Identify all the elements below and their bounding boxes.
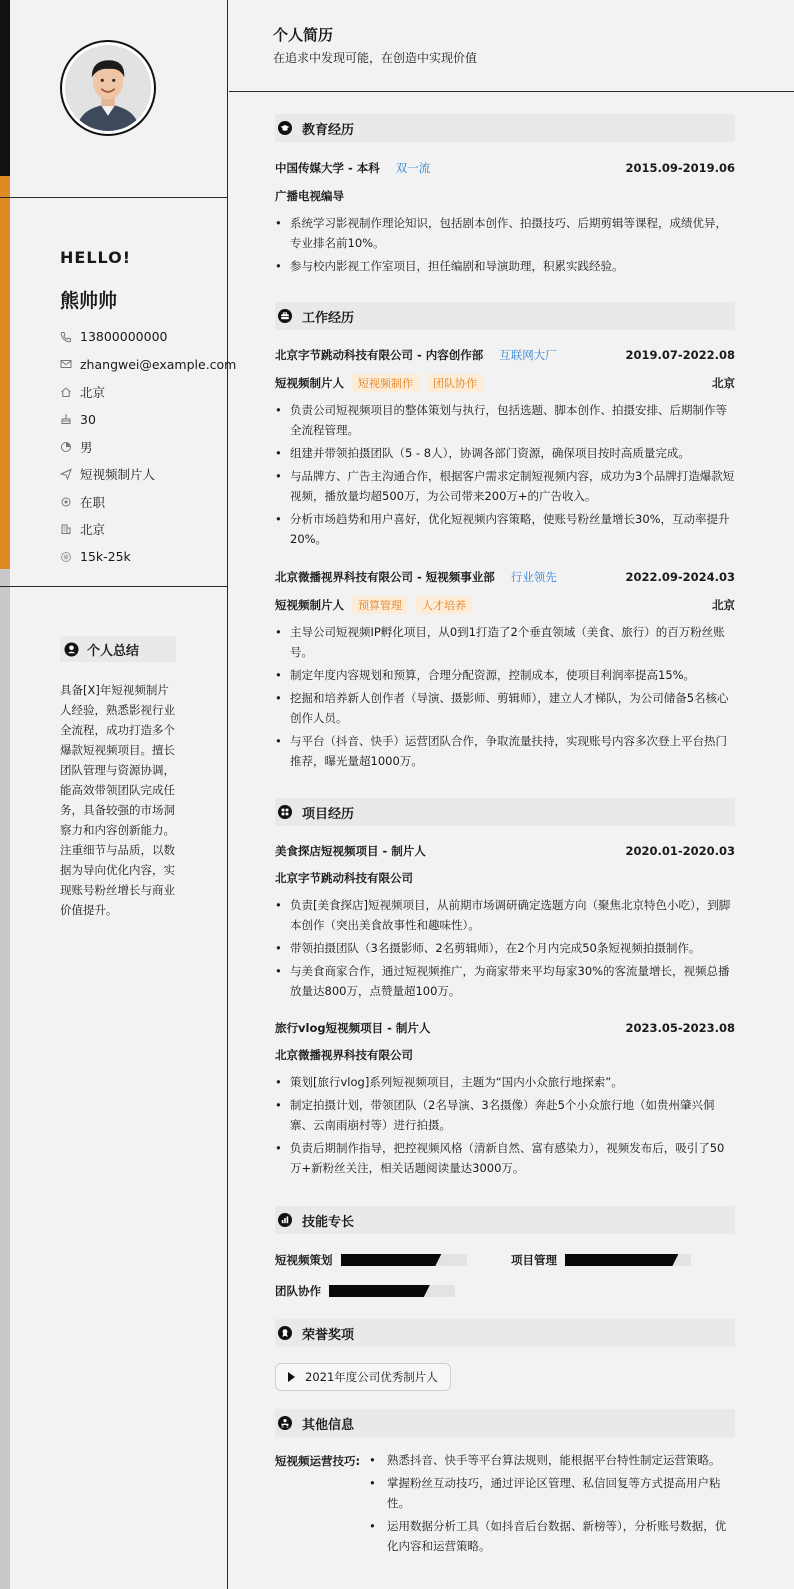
other-bullets bbox=[369, 1450, 735, 1559]
company-name: 北京微播视界科技有限公司 - 短视频事业部 bbox=[275, 570, 495, 584]
skill-name: 项目管理 bbox=[511, 1253, 557, 1267]
major: 广播电视编导 bbox=[275, 189, 344, 203]
accent-strip bbox=[0, 569, 10, 1589]
award-text: 2021年度公司优秀制片人 bbox=[305, 1370, 438, 1384]
skill-name: 短视频策划 bbox=[275, 1253, 333, 1267]
award-icon bbox=[278, 1326, 292, 1340]
education-period: 2015.09-2019.06 bbox=[625, 161, 735, 175]
skill-item bbox=[511, 1252, 691, 1268]
honors-title: 荣誉奖项 bbox=[302, 1327, 355, 1343]
school-tag: 双一流 bbox=[395, 161, 431, 175]
sidebar bbox=[0, 0, 237, 1589]
award-item bbox=[275, 1363, 451, 1391]
contact-list bbox=[60, 323, 236, 571]
page-header bbox=[229, 0, 794, 92]
info-salary bbox=[60, 543, 236, 571]
home-icon bbox=[60, 386, 72, 398]
skill-bar bbox=[341, 1254, 467, 1266]
building-icon bbox=[60, 523, 72, 535]
mail-icon bbox=[60, 358, 72, 370]
info-email bbox=[60, 351, 236, 379]
job-bullets bbox=[275, 622, 735, 774]
project-bullets bbox=[275, 1072, 735, 1181]
person-name: 熊帅帅 bbox=[60, 290, 118, 312]
accent-strip bbox=[0, 0, 10, 176]
email-text: zhangwei@example.com bbox=[80, 356, 237, 372]
job-row bbox=[275, 347, 735, 363]
project-company-row bbox=[275, 1047, 735, 1063]
list-item: • 分析市场趋势和用户喜好，优化短视频内容策略，使账号粉丝量增长30%，互动率提升20%。 bbox=[275, 509, 735, 549]
role-row bbox=[275, 374, 735, 392]
skill-tag: 人才培养 bbox=[416, 596, 472, 614]
project-name: 美食探店短视频项目 - 制片人 bbox=[275, 844, 426, 858]
skill-tag: 预算管理 bbox=[352, 596, 408, 614]
list-item: • 挖掘和培养新人创作者（导演、摄影师、剪辑师），建立人才梯队，为公司储备5名核心创作人员。 bbox=[275, 688, 735, 728]
education-title: 教育经历 bbox=[302, 122, 355, 138]
major-row bbox=[275, 188, 735, 204]
list-item: • 制定拍摄计划，带领团队（2名导演、3名摄像）奔赴5个小众旅行地（如贵州肇兴侗寨、云南雨崩村等）进行拍摄。 bbox=[275, 1095, 735, 1135]
summary-heading bbox=[60, 636, 176, 662]
skill-tag: 短视频制作 bbox=[352, 374, 419, 392]
list-item: • 负责公司短视频项目的整体策划与执行，包括选题、脚本创作、拍摄安排、后期制作等全流程管理。 bbox=[275, 400, 735, 440]
phone-icon bbox=[60, 331, 72, 343]
project-period: 2020.01-2020.03 bbox=[625, 844, 735, 858]
page-subtitle: 在追求中发现可能，在创造中实现价值 bbox=[273, 51, 478, 65]
city-text: 北京 bbox=[80, 384, 106, 400]
projects-title: 项目经历 bbox=[302, 806, 355, 822]
list-item: • 组建并带领拍摄团队（5 - 8人），协调各部门资源，确保项目按时高质量完成。 bbox=[275, 443, 735, 463]
info-gender bbox=[60, 433, 236, 461]
grid-icon bbox=[278, 805, 292, 819]
target-city-text: 北京 bbox=[80, 522, 106, 538]
other-title: 其他信息 bbox=[302, 1417, 355, 1433]
skill-bar bbox=[565, 1254, 691, 1266]
info-age bbox=[60, 406, 236, 434]
job-location: 北京 bbox=[712, 376, 735, 390]
project-period: 2023.05-2023.08 bbox=[625, 1021, 735, 1035]
project-company-row bbox=[275, 870, 735, 886]
skill-item bbox=[275, 1252, 467, 1268]
divider bbox=[0, 586, 228, 587]
skill-tag: 团队协作 bbox=[427, 374, 483, 392]
job-role: 短视频制片人 bbox=[275, 376, 344, 390]
honors-heading bbox=[275, 1319, 735, 1347]
chart-icon bbox=[278, 1213, 292, 1227]
graduation-cap-icon bbox=[278, 121, 292, 135]
school-name: 中国传媒大学 - 本科 bbox=[275, 161, 380, 175]
education-heading bbox=[275, 114, 735, 142]
project-row bbox=[275, 843, 735, 859]
list-item: • 运用数据分析工具（如抖音后台数据、新榜等），分析账号数据，优化内容和运营策略。 bbox=[369, 1516, 735, 1556]
page-title: 个人简历 bbox=[273, 26, 334, 44]
project-row bbox=[275, 1020, 735, 1036]
cake-icon bbox=[60, 413, 72, 425]
status-text: 在职 bbox=[80, 494, 106, 510]
projects-heading bbox=[275, 798, 735, 826]
work-title: 工作经历 bbox=[302, 310, 355, 326]
list-item: • 熟悉抖音、快手等平台算法规则，能根据平台特性制定运营策略。 bbox=[369, 1450, 735, 1470]
job-period: 2022.09-2024.03 bbox=[625, 570, 735, 584]
avatar-photo bbox=[65, 45, 151, 131]
education-row bbox=[275, 160, 735, 176]
skill-bar bbox=[329, 1285, 455, 1297]
summary-text: 具备[X]年短视频制片人经验，熟悉影视行业全流程，成功打造多个爆款短视频项目。擅长团队管理与资源协调，能高效带领团队完成任务，具备较强的市场洞察力和内容创新能力。注重细节与品质，以数据为导向优化内容，实现账号粉丝增长与商业价值提升。 bbox=[60, 683, 175, 917]
other-heading bbox=[275, 1409, 735, 1437]
gender-text: 男 bbox=[80, 439, 93, 455]
accent-strip bbox=[0, 176, 10, 569]
company-tag: 行业领先 bbox=[510, 570, 557, 584]
skill-bar-fill bbox=[341, 1254, 442, 1266]
job-role: 短视频制片人 bbox=[275, 598, 344, 612]
skill-bar-fill bbox=[565, 1254, 678, 1266]
project-company: 北京字节跳动科技有限公司 bbox=[275, 871, 413, 885]
list-item: • 系统学习影视制作理论知识，包括剧本创作、拍摄技巧、后期剪辑等课程，成绩优异，专业排名前10%。 bbox=[275, 213, 735, 253]
list-item: • 掌握粉丝互动技巧，通过评论区管理、私信回复等方式提高用户粘性。 bbox=[369, 1473, 735, 1513]
info-target-city bbox=[60, 516, 236, 544]
send-icon bbox=[60, 468, 72, 480]
skill-bar-fill bbox=[329, 1285, 430, 1297]
user-circle-icon bbox=[64, 642, 79, 657]
summary-title: 个人总结 bbox=[87, 643, 140, 659]
list-item: • 主导公司短视频IP孵化项目，从0到1打造了2个垂直领域（美食、旅行）的百万粉丝账号。 bbox=[275, 622, 735, 662]
skill-item bbox=[275, 1283, 455, 1299]
job-period: 2019.07-2022.08 bbox=[625, 348, 735, 362]
gender-icon bbox=[60, 441, 72, 453]
skills-title: 技能专长 bbox=[302, 1214, 355, 1230]
status-icon bbox=[60, 496, 72, 508]
job-location: 北京 bbox=[712, 598, 735, 612]
briefcase-icon bbox=[278, 309, 292, 323]
role-row bbox=[275, 596, 735, 614]
list-item: • 与品牌方、广告主沟通合作，根据客户需求定制短视频内容，成功为3个品牌打造爆款短视频，播放量均超500万，为公司带来200万+的广告收入。 bbox=[275, 466, 735, 506]
salary-text: 15k-25k bbox=[80, 549, 131, 565]
job-bullets bbox=[275, 400, 735, 552]
job-row bbox=[275, 569, 735, 585]
salary-icon bbox=[60, 551, 72, 563]
list-item: • 负责[美食探店]短视频项目，从前期市场调研确定选题方向（聚焦北京特色小吃），到脚本创作（突出美食故事性和趣味性）。 bbox=[275, 895, 735, 935]
hello-text: HELLO! bbox=[60, 248, 132, 267]
project-company: 北京微播视界科技有限公司 bbox=[275, 1048, 413, 1062]
list-item: • 与平台（抖音、快手）运营团队合作，争取流量扶持，实现账号内容多次登上平台热门推荐，曝光量超1000万。 bbox=[275, 731, 735, 771]
skills-heading bbox=[275, 1206, 735, 1234]
people-icon bbox=[278, 1416, 292, 1430]
divider bbox=[0, 197, 228, 198]
phone-text: 13800000000 bbox=[80, 329, 168, 345]
list-item: • 带领拍摄团队（3名摄影师、2名剪辑师），在2个月内完成50条短视频拍摄制作。 bbox=[275, 938, 735, 958]
info-position bbox=[60, 461, 236, 489]
age-text: 30 bbox=[80, 411, 96, 427]
info-city bbox=[60, 378, 236, 406]
position-text: 短视频制片人 bbox=[80, 467, 156, 483]
company-name: 北京字节跳动科技有限公司 - 内容创作部 bbox=[275, 348, 484, 362]
info-phone bbox=[60, 323, 236, 351]
work-heading bbox=[275, 302, 735, 330]
company-tag: 互联网大厂 bbox=[499, 348, 557, 362]
list-item: • 负责后期制作指导，把控视频风格（清新自然、富有感染力），视频发布后，吸引了50万+新粉丝关注，相关话题阅读量达3000万。 bbox=[275, 1138, 735, 1178]
project-name: 旅行vlog短视频项目 - 制片人 bbox=[275, 1021, 431, 1035]
list-item: • 制定年度内容规划和预算，合理分配资源，控制成本，使项目利润率提高15%。 bbox=[275, 665, 735, 685]
list-item: • 策划[旅行vlog]系列短视频项目，主题为“国内小众旅行地探索”。 bbox=[275, 1072, 735, 1092]
project-bullets bbox=[275, 895, 735, 1004]
list-item: • 与美食商家合作，通过短视频推广，为商家带来平均每家30%的客流量增长，视频总播放量达800万，点赞量超100万。 bbox=[275, 961, 735, 1001]
skill-name: 团队协作 bbox=[275, 1284, 321, 1298]
education-bullets bbox=[275, 213, 735, 279]
avatar bbox=[60, 40, 156, 136]
info-status bbox=[60, 488, 236, 516]
play-icon bbox=[288, 1372, 295, 1382]
other-label: 短视频运营技巧: bbox=[275, 1454, 361, 1468]
list-item: • 参与校内影视工作室项目，担任编剧和导演助理，积累实践经验。 bbox=[275, 256, 735, 276]
